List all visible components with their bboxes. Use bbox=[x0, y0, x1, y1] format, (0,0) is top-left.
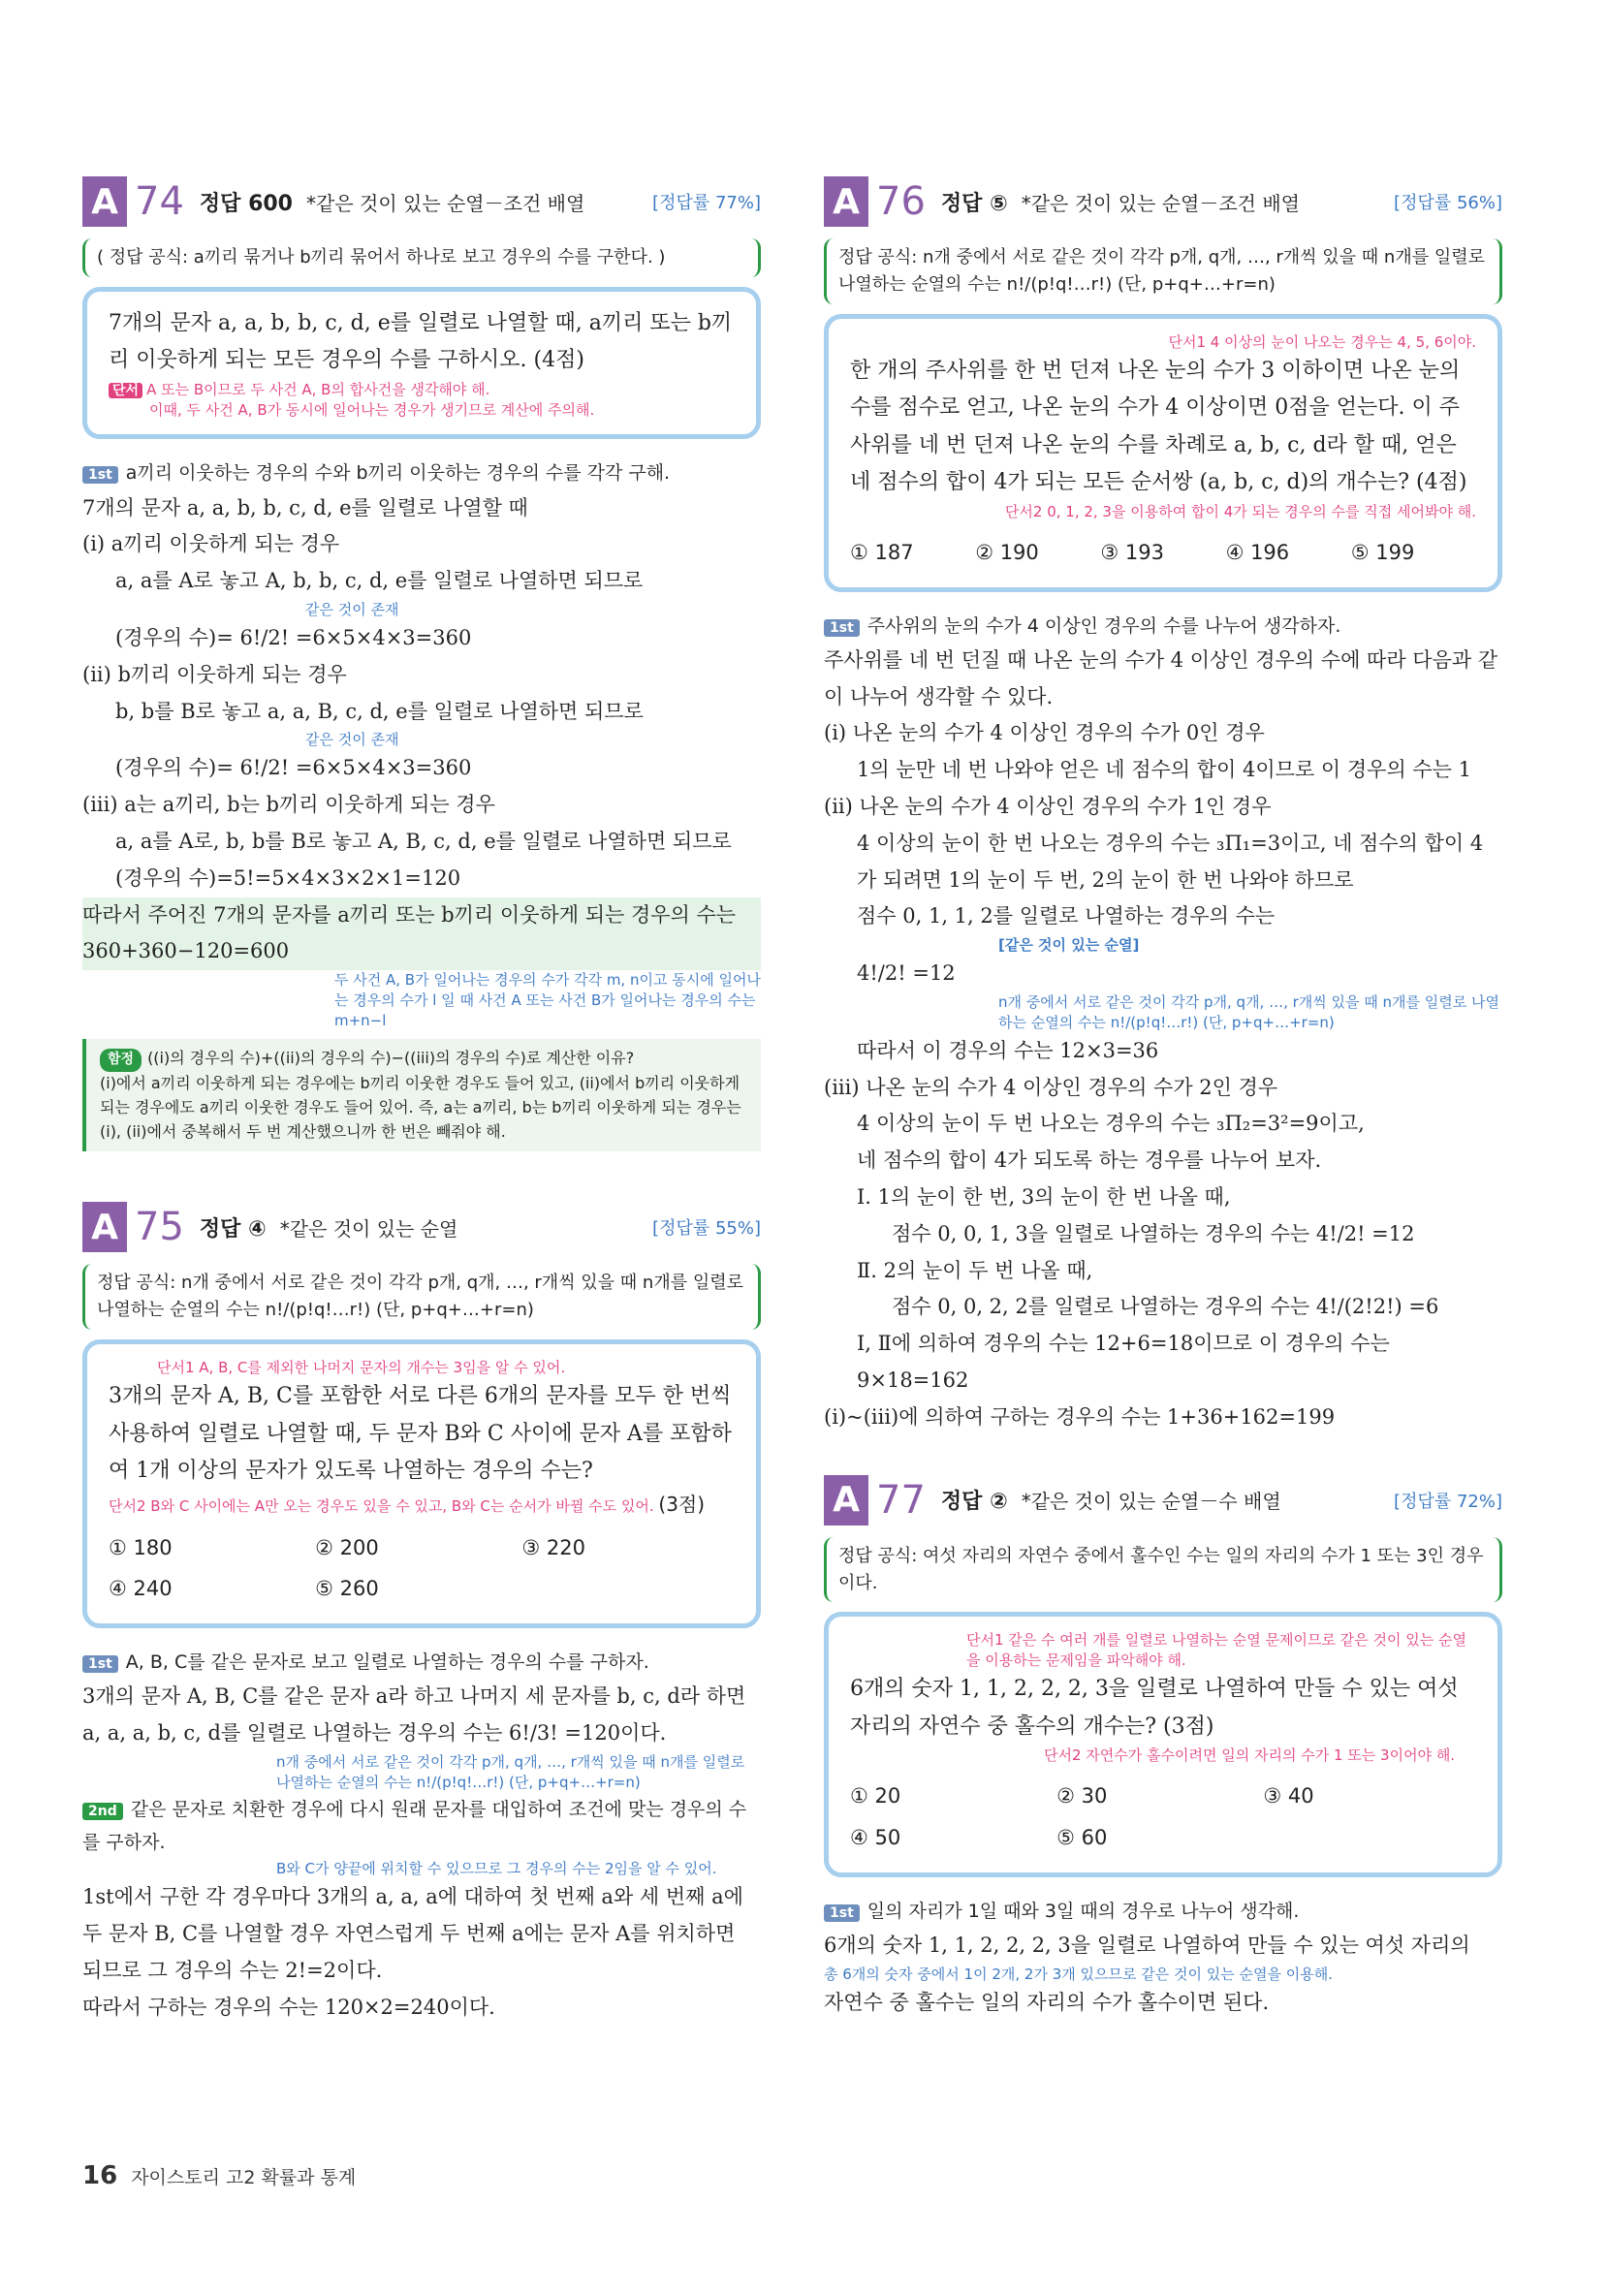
choice-5[interactable]: ⑤ 260 bbox=[315, 1577, 379, 1601]
formula-box: 정답 공식: n개 중에서 서로 같은 것이 각각 p개, q개, …, r개씩 있을 때 n개를 일렬로 나열하는 순열의 수는 n!/(p!q!…r!) (단, p+q+…+r=n) bbox=[824, 238, 1502, 304]
topic-label: *같은 것이 있는 순열 bbox=[279, 1216, 458, 1241]
solution-line: Ⅰ. 1의 눈이 한 번, 3의 눈이 한 번 나올 때, bbox=[857, 1185, 1231, 1210]
solution-line: 3개의 문자 A, B, C를 같은 문자 a라 하고 나머지 세 문자를 b, c, d라 하면 a, a, a, b, c, d를 일렬로 나열하는 경우의 수는 6!/3! =120이다. bbox=[82, 1684, 746, 1746]
solution-line: (ii) 나온 눈의 수가 4 이상인 경우의 수가 1인 경우 bbox=[824, 794, 1272, 818]
solution-line: 6개의 숫자 1, 1, 2, 2, 2, 3을 일렬로 나열하여 만들 수 있는 여섯 자리의 bbox=[824, 1934, 1470, 1958]
points-label: (3점) bbox=[658, 1492, 706, 1516]
solution-line: Ⅱ. 2의 눈이 두 번 나올 때, bbox=[857, 1258, 1093, 1282]
hint-line: 단서1 A, B, C를 제외한 나머지 문자의 개수는 3임을 알 수 있어. bbox=[157, 1359, 566, 1377]
question-number: 75 bbox=[135, 1205, 184, 1250]
step-tag: 1st bbox=[824, 1904, 860, 1922]
topic-label: *같은 것이 있는 순열－조건 배열 bbox=[1021, 191, 1300, 215]
solution-line: 1st에서 구한 각 경우마다 3개의 a, a, a에 대하여 첫 번째 a와 세 번째 a에 두 문자 B, C를 나열할 경우 자연스럽게 두 번째 a에는 문자 A를 위치하면 되므로 그 경우의 수는 2!=2이다. bbox=[82, 1885, 743, 1982]
choice-1[interactable]: ① 180 bbox=[109, 1535, 173, 1559]
right-column bbox=[824, 174, 1502, 2022]
choice-1[interactable]: ① 187 bbox=[850, 540, 914, 564]
hint-line: 단서1 4 이상의 눈이 나오는 경우는 4, 5, 6이야. bbox=[1168, 332, 1476, 351]
step-heading bbox=[824, 610, 1502, 643]
choice-2[interactable]: ② 30 bbox=[1056, 1784, 1108, 1808]
hint-line: 이때, 두 사건 A, B가 동시에 일어나는 경우가 생기므로 계산에 주의해. bbox=[149, 401, 595, 420]
choice-1[interactable]: ① 20 bbox=[850, 1784, 901, 1808]
step-tag: 1st bbox=[824, 619, 860, 637]
solution-line: (i) 나온 눈의 수가 4 이상인 경우의 수가 0인 경우 bbox=[824, 721, 1265, 745]
solution bbox=[82, 1646, 761, 2026]
hint-text: A 또는 B이므로 두 사건 A, B의 합사건을 생각해야 해. bbox=[146, 380, 490, 398]
step-heading bbox=[82, 1793, 761, 1859]
tip-text: (i)에서 a끼리 이웃하게 되는 경우에는 b끼리 이웃한 경우도 들어 있고, (ii)에서 b끼리 이웃하게 되는 경우에도 a끼리 이웃한 경우도 들어 있어. 즉, a는 a끼리, b는 b끼리 이웃하게 되는 경우는 (i), (ii)에서 중복해서 두 번 계산했으니까 한 번은 빼줘야 해. bbox=[100, 1073, 741, 1141]
accuracy-rate: [정답률 56%] bbox=[1394, 193, 1502, 213]
question-box bbox=[82, 1339, 761, 1628]
answer-label: 정답 600 bbox=[199, 191, 293, 216]
solution-line: 따라서 이 경우의 수는 12×3=36 bbox=[857, 1038, 1159, 1062]
solution-line: (경우의 수)= 6!/2! =6×5×4×3=360 bbox=[115, 756, 472, 780]
question-header bbox=[824, 174, 1502, 229]
solution-line: 7개의 문자 a, a, b, b, c, d, e를 일렬로 나열할 때 bbox=[82, 495, 528, 519]
book-title: 자이스토리 고2 확률과 통계 bbox=[131, 2167, 357, 2188]
annotation: 같은 것이 존재 bbox=[305, 601, 399, 619]
tip-title: ((i)의 경우의 수)+((ii)의 경우의 수)−((iii)의 경우의 수)로 계산한 이유? bbox=[147, 1049, 635, 1068]
step-text: a끼리 이웃하는 경우의 수와 b끼리 이웃하는 경우의 수를 각각 구해. bbox=[125, 462, 671, 485]
solution bbox=[824, 610, 1502, 1436]
question-box bbox=[824, 314, 1502, 592]
step-heading bbox=[82, 1646, 761, 1679]
accuracy-rate: [정답률 72%] bbox=[1394, 1491, 1502, 1512]
solution-line: 점수 0, 0, 1, 3을 일렬로 나열하는 경우의 수는 4!/2! =12 bbox=[892, 1221, 1415, 1245]
solution-line: 네 점수의 합이 4가 되도록 하는 경우를 나누어 보자. bbox=[857, 1148, 1322, 1173]
hint-tag: 단서 bbox=[109, 383, 142, 398]
topic-label: *같은 것이 있는 순열－수 배열 bbox=[1021, 1490, 1281, 1514]
left-column bbox=[82, 174, 761, 2026]
solution-line: a, a를 A로 놓고 A, b, b, c, d, e를 일렬로 나열하면 되므로 bbox=[115, 569, 644, 593]
answer-label: 정답 ④ bbox=[199, 1216, 267, 1242]
formula-box: 정답 공식: n개 중에서 서로 같은 것이 각각 p개, q개, …, r개씩 있을 때 n개를 일렬로 나열하는 순열의 수는 n!/(p!q!…r!) (단, p+q+…+r=n) bbox=[82, 1264, 761, 1330]
choice-4[interactable]: ④ 196 bbox=[1225, 540, 1290, 564]
annotation: n개 중에서 서로 같은 것이 각각 p개, q개, …, r개씩 있을 때 n개를 일렬로 나열하는 순열의 수는 n!/(p!q!…r!) (단, p+q+…+r=n) bbox=[998, 992, 1500, 1031]
accuracy-rate: [정답률 55%] bbox=[652, 1218, 761, 1240]
solution-line: a, a를 A로, b, b를 B로 놓고 A, B, c, d, e를 일렬로 나열하면 되므로 (경우의 수)=5!=5×4×3×2×1=120 bbox=[115, 830, 732, 890]
step-text: 주사위의 눈의 수가 4 이상인 경우의 수를 나누어 생각하자. bbox=[867, 614, 1341, 637]
hint-line bbox=[109, 380, 735, 401]
question-header bbox=[82, 1200, 761, 1254]
step-text: A, B, C를 같은 문자로 보고 일렬로 나열하는 경우의 수를 구하자. bbox=[125, 1651, 649, 1674]
tip-tag: 함정 bbox=[100, 1049, 142, 1072]
annotation: 같은 것이 존재 bbox=[305, 731, 399, 749]
solution-line: (iii) a는 a끼리, b는 b끼리 이웃하게 되는 경우 bbox=[82, 793, 495, 817]
formula-box: 정답 공식: 여섯 자리의 자연수 중에서 홀수인 수는 일의 자리의 수가 1 또는 3인 경우이다. bbox=[824, 1537, 1502, 1603]
question-75 bbox=[82, 1200, 761, 2026]
step-text: 일의 자리가 1일 때와 3일 때의 경우로 나누어 생각해. bbox=[867, 1900, 1300, 1922]
solution-line: (i)~(iii)에 의하여 구하는 경우의 수는 1+36+162=199 bbox=[824, 1404, 1336, 1429]
step-tag: 1st bbox=[82, 466, 118, 484]
solution-line: 점수 0, 1, 1, 2를 일렬로 나열하는 경우의 수는 bbox=[857, 904, 1276, 928]
solution-line: 4 이상의 눈이 두 번 나오는 경우의 수는 ₃Π₂=3²=9이고, bbox=[857, 1112, 1365, 1136]
accuracy-rate: [정답률 77%] bbox=[652, 193, 761, 213]
step-heading bbox=[82, 456, 761, 489]
choice-4[interactable]: ④ 240 bbox=[109, 1577, 173, 1601]
solution-line: Ⅰ, Ⅱ에 의하여 경우의 수는 12+6=18이므로 이 경우의 수는 bbox=[857, 1332, 1390, 1356]
choice-2[interactable]: ② 190 bbox=[975, 540, 1039, 564]
solution-line: (i) a끼리 이웃하게 되는 경우 bbox=[82, 532, 340, 556]
question-header bbox=[82, 174, 761, 229]
choice-list bbox=[850, 1776, 1476, 1859]
choice-3[interactable]: ③ 220 bbox=[521, 1535, 585, 1559]
choice-5[interactable]: ⑤ 199 bbox=[1350, 540, 1415, 564]
question-text: 6개의 숫자 1, 1, 2, 2, 2, 3을 일렬로 나열하여 만들 수 있는 여섯 자리의 자연수 중 홀수의 개수는? (3점) bbox=[850, 1677, 1459, 1739]
page-footer bbox=[82, 2161, 356, 2190]
level-badge: A bbox=[82, 1202, 127, 1252]
answer-label: 정답 ② bbox=[940, 1490, 1008, 1515]
annotation: 총 6개의 숫자 중에서 1이 2개, 2가 3개 있으므로 같은 것이 있는 순열을 이용해. bbox=[824, 1965, 1333, 1983]
solution bbox=[82, 456, 761, 1151]
choice-2[interactable]: ② 200 bbox=[315, 1535, 379, 1559]
solution-line: (iii) 나온 눈의 수가 4 이상인 경우의 수가 2인 경우 bbox=[824, 1075, 1278, 1099]
solution-line: 4 이상의 눈이 한 번 나오는 경우의 수는 ₃Π₁=3이고, 네 점수의 합이 4가 되려면 1의 눈이 두 번, 2의 눈이 한 번 나와야 하므로 bbox=[857, 831, 1484, 892]
question-76 bbox=[824, 174, 1502, 1436]
level-badge: A bbox=[82, 176, 127, 227]
hint-text: 단서2 B와 C 사이에는 A만 오는 경우도 있을 수 있고, B와 C는 순서가 바뀔 수도 있어. bbox=[109, 1496, 654, 1515]
annotation: [같은 것이 있는 순열] bbox=[998, 936, 1140, 955]
question-text: 한 개의 주사위를 한 번 던져 나온 눈의 수가 3 이하이면 나온 눈의 수를 점수로 얻고, 나온 눈의 수가 4 이상이면 0점을 얻는다. 이 주사위를 네 번 던져 나온 눈의 수를 차례로 a, b, c, d라 할 때, 얻은 네 점수의 합이 4가 되는 모든 순서쌍 (a, b, c, d)의 개수는? (4점) bbox=[850, 358, 1467, 495]
annotation: 두 사건 A, B가 일어나는 경우의 수가 각각 m, n이고 동시에 일어나는 경우의 수가 l 일 때 사건 A 또는 사건 B가 일어나는 경우의 수는 m+n−l bbox=[334, 971, 761, 1030]
level-badge: A bbox=[824, 176, 868, 227]
formula-box: ( 정답 공식: a끼리 묶거나 b끼리 묶어서 하나로 보고 경우의 수를 구한다. ) bbox=[82, 238, 761, 277]
level-badge: A bbox=[824, 1475, 868, 1525]
solution-line: 자연수 중 홀수는 일의 자리의 수가 홀수이면 된다. bbox=[824, 1990, 1270, 2014]
page-number: 16 bbox=[82, 2161, 118, 2190]
solution-line: 4!/2! =12 bbox=[857, 961, 956, 986]
solution-line: b, b를 B로 놓고 a, a, B, c, d, e를 일렬로 나열하면 되므로 bbox=[115, 699, 644, 723]
question-number: 77 bbox=[876, 1477, 926, 1523]
topic-label: *같은 것이 있는 순열－조건 배열 bbox=[306, 191, 585, 215]
question-number: 76 bbox=[876, 179, 926, 224]
question-text: 3개의 문자 A, B, C를 포함한 서로 다른 6개의 문자를 모두 한 번씩 사용하여 일렬로 나열할 때, 두 문자 B와 C 사이에 문자 A를 포함하여 1개 이상의 문자가 있도록 나열하는 경우의 수는? bbox=[109, 1384, 732, 1484]
annotation: n개 중에서 서로 같은 것이 각각 p개, q개, …, r개씩 있을 때 n개를 일렬로 나열하는 순열의 수는 n!/(p!q!…r!) (단, p+q+…+r=n) bbox=[276, 1752, 745, 1791]
answer-label: 정답 ⑤ bbox=[940, 191, 1008, 216]
question-number: 74 bbox=[135, 179, 184, 224]
solution-line: (ii) b끼리 이웃하게 되는 경우 bbox=[82, 662, 347, 686]
choice-4[interactable]: ④ 50 bbox=[850, 1826, 901, 1850]
solution-line: 따라서 구하는 경우의 수는 120×2=240이다. bbox=[82, 1995, 495, 2019]
step-tag: 2nd bbox=[82, 1803, 123, 1820]
solution bbox=[824, 1895, 1502, 2022]
solution-line: 9×18=162 bbox=[857, 1368, 969, 1393]
step-heading bbox=[824, 1895, 1502, 1928]
hint-line: 단서2 자연수가 홀수이려면 일의 자리의 수가 1 또는 3이어야 해. bbox=[1044, 1746, 1456, 1765]
solution-line: (경우의 수)= 6!/2! =6×5×4×3=360 bbox=[115, 626, 472, 650]
question-box bbox=[82, 287, 761, 440]
question-77 bbox=[824, 1473, 1502, 2022]
conclusion-line: 따라서 주어진 7개의 문자를 a끼리 또는 b끼리 이웃하게 되는 경우의 수는 360+360−120=600 bbox=[82, 897, 761, 971]
step-tag: 1st bbox=[82, 1655, 118, 1673]
hint-line bbox=[109, 1491, 735, 1518]
question-text: 7개의 문자 a, a, b, b, c, d, e를 일렬로 나열할 때, a끼리 또는 b끼리 이웃하게 되는 모든 경우의 수를 구하시오. (4점) bbox=[109, 310, 733, 373]
step-text: 같은 문자로 치환한 경우에 다시 원래 문자를 대입하여 조건에 맞는 경우의 수를 구하자. bbox=[82, 1798, 747, 1854]
choice-5[interactable]: ⑤ 60 bbox=[1056, 1826, 1108, 1850]
solution-line: 점수 0, 0, 2, 2를 일렬로 나열하는 경우의 수는 4!/(2!2!) =6 bbox=[892, 1295, 1439, 1319]
hint-line: 단서2 0, 1, 2, 3을 이용하여 합이 4가 되는 경우의 수를 직접 세어봐야 해. bbox=[1004, 502, 1476, 520]
solution-line: 1의 눈만 네 번 나와야 얻은 네 점수의 합이 4이므로 이 경우의 수는 1 bbox=[857, 758, 1472, 782]
hint-line: 단서1 같은 수 여러 개를 일렬로 나열하는 순열 문제이므로 같은 것이 있는 순열을 이용하는 문제임을 파악해야 해. bbox=[966, 1631, 1466, 1670]
choice-3[interactable]: ③ 193 bbox=[1100, 540, 1164, 564]
choice-3[interactable]: ③ 40 bbox=[1263, 1784, 1314, 1808]
question-header bbox=[824, 1473, 1502, 1527]
choice-list bbox=[109, 1527, 735, 1611]
solution-line: 주사위를 네 번 던질 때 나온 눈의 수가 4 이상인 경우의 수에 따라 다음과 같이 나누어 생각할 수 있다. bbox=[824, 647, 1498, 708]
question-box bbox=[824, 1612, 1502, 1877]
choice-list bbox=[850, 532, 1476, 574]
question-74 bbox=[82, 174, 761, 1151]
annotation: B와 C가 양끝에 위치할 수 있으므로 그 경우의 수는 2임을 알 수 있어. bbox=[276, 1860, 717, 1878]
tip-box bbox=[82, 1039, 761, 1151]
